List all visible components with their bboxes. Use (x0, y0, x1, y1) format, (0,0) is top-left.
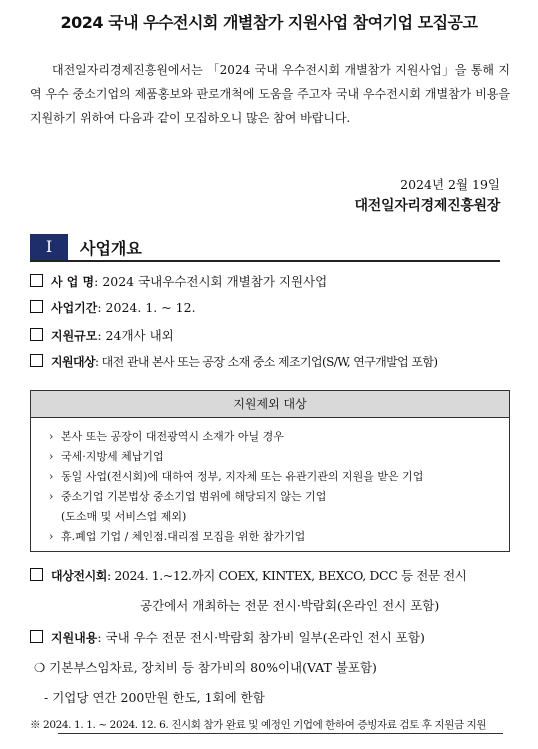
item-program-period: 사업기간: 2024. 1. ~ 12. (30, 299, 196, 316)
checkbox-square-icon (30, 300, 43, 313)
checkbox-square-icon (30, 630, 43, 643)
footnote-underline (58, 733, 503, 734)
item-support-scale: 지원규모: 24개사 내외 (30, 326, 174, 344)
intro-paragraph (30, 58, 510, 130)
item-support-target: 지원대상: 대전 관내 본사 또는 공장 소재 중소 제조기업(S/W, 연구개발업 포함) (30, 353, 437, 370)
support-detail: ❍ 기본부스임차료, 장치비 등 참가비의 80%이내(VAT 불포함) (34, 660, 377, 675)
item-target-exhibitions: 대상전시회: 2024. 1.~12.까지 COEX, KINTEX, BEXCO, DCC 등 전문 전시 (30, 566, 466, 584)
checkbox-square-icon (30, 274, 43, 287)
section-title: 사업개요 (80, 239, 142, 258)
checkbox-square-icon (30, 568, 43, 581)
item-support-content: 지원내용: 국내 우수 전문 전시·박람회 참가비 일부(온라인 전시 포함) (30, 628, 425, 646)
notice-date: 2024년 2월 19일 (400, 177, 500, 192)
list-item-sub: (도소매 및 서비스업 제외) (61, 510, 187, 523)
issuer-name: 대전일자리경제진흥원장 (354, 198, 500, 214)
list-item: › 국세·지방세 체납기업 (49, 450, 164, 463)
support-limit: - 기업당 연간 200만원 한도, 1회에 한함 (44, 690, 265, 705)
list-item: › 본사 또는 공장이 대전광역시 소재가 아닐 경우 (49, 430, 284, 443)
exclusion-panel (30, 390, 510, 552)
section-number: Ⅰ (30, 234, 68, 260)
checkbox-square-icon (30, 328, 43, 341)
exclusion-list (49, 427, 423, 547)
list-item: › 휴.폐업 기업 / 체인점.대리점 모집을 위한 참가기업 (49, 530, 306, 543)
section-header (30, 234, 500, 262)
list-item: › 중소기업 기본법상 중소기업 범위에 해당되지 않는 기업 (49, 490, 327, 503)
footnote: ※ 2024. 1. 1. ~ 2024. 12. 6. 진시회 참가 완료 및 예정인 기업에 한하여 증빙자료 검토 후 지원금 지원 (30, 719, 487, 731)
checkbox-square-icon (30, 354, 43, 367)
list-item: › 동일 사업(전시회)에 대하여 정부, 지자체 또는 유관기관의 지원을 받은 기업 (49, 470, 424, 483)
item-program-name: 사 업 명: 2024 국내우수전시회 개별참가 지원사업 (30, 272, 327, 290)
intro-text: 대전일자리경제진흥원에서는 「2024 국내 우수전시회 개별참가 지원사업」을 통해 지역 우수 중소기업의 제품홍보와 판로개척에 도움을 주고자 국내 우수전시회 개별참가 비용을 지원하기 위하여 다음과 같이 모집하오니 많은 참여 바랍니다. (30, 63, 510, 125)
exhibition-continued: 공간에서 개최하는 전문 전시·박람회(온라인 전시 포함) (140, 598, 440, 613)
exclusion-title: 지원제외 대상 (31, 391, 509, 418)
page-title: 2024 국내 우수전시회 개별참가 지원사업 참여기업 모집공고 (60, 13, 478, 32)
